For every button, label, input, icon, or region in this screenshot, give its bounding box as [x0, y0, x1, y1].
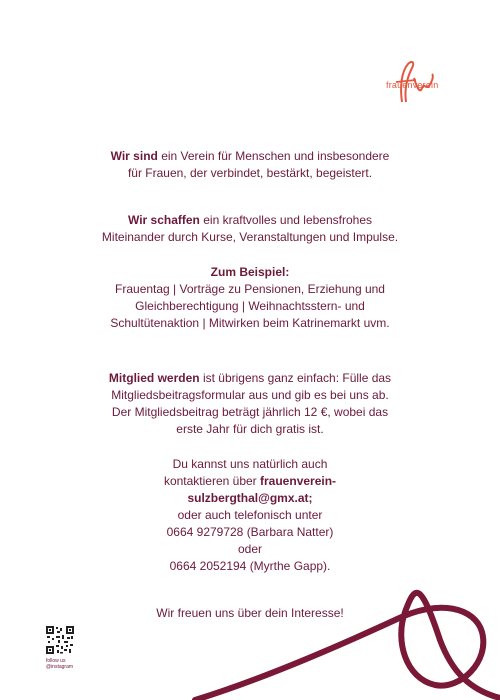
examples-line2: Gleichberechtigung | Weihnachtsstern- und — [135, 299, 365, 313]
membership-line2: Mitgliedsbeitragsformular aus und gib es bei uns ab. — [111, 388, 389, 402]
membership-line3: Der Mitgliedsbeitrag beträgt jährlich 12 €, wobei das — [111, 405, 389, 419]
follow-us-line2: @instagram — [46, 664, 74, 670]
contact-line1: Du kannst uns natürlich auch — [172, 457, 328, 471]
contact-email-part1[interactable]: frauenverein- — [260, 474, 337, 488]
contact-or: oder — [237, 542, 263, 556]
who-we-are-line2: für Frauen, der verbindet, bestärkt, begeistert. — [127, 166, 373, 180]
examples-heading: Zum Beispiel: — [210, 265, 290, 279]
closing-line: Wir freuen uns über dein Interesse! — [156, 606, 344, 620]
membership-line4: erste Jahr für dich gratis ist. — [176, 422, 324, 436]
contact-line4: oder auch telefonisch unter — [177, 508, 323, 522]
paragraph-what-we-do — [85, 212, 415, 246]
membership-bold: Mitglied werden — [108, 371, 200, 385]
paragraph-contact — [85, 456, 415, 575]
paragraph-membership — [85, 370, 415, 438]
who-we-are-text: ein Verein für Menschen und insbesondere — [157, 149, 390, 163]
contact-phone-barbara: 0664 9279728 (Barbara Natter) — [166, 525, 334, 539]
examples-line3: Schultütenaktion | Mitwirken beim Katrinemarkt uvm. — [110, 316, 390, 330]
paragraph-who-we-are — [85, 148, 415, 182]
contact-phone-myrthe: 0664 2052194 (Myrthe Gapp). — [169, 559, 331, 573]
what-we-do-line2: Miteinander durch Kurse, Veranstaltungen und Impulse. — [101, 230, 399, 244]
examples-line1: Frauentag | Vorträge zu Pensionen, Erziehung und — [115, 282, 385, 296]
what-we-do-text: ein kraftvolles und lebensfrohes — [199, 213, 372, 227]
who-we-are-bold: Wir sind — [110, 149, 158, 163]
logo-wordmark: frauenverein — [386, 80, 439, 90]
contact-line2-text: kontaktieren über — [163, 474, 261, 488]
what-we-do-bold: Wir schaffen — [127, 213, 200, 227]
follow-us-line1: follow us — [46, 658, 66, 664]
flyer-content — [0, 148, 500, 622]
membership-text: ist übrigens ganz einfach: Fülle das — [199, 371, 392, 385]
follow-us-label — [46, 658, 73, 670]
paragraph-examples — [90, 264, 410, 332]
instagram-qr-code-icon[interactable] — [46, 626, 74, 654]
contact-email-part2[interactable]: sulzbergthal@gmx.at; — [187, 491, 313, 505]
